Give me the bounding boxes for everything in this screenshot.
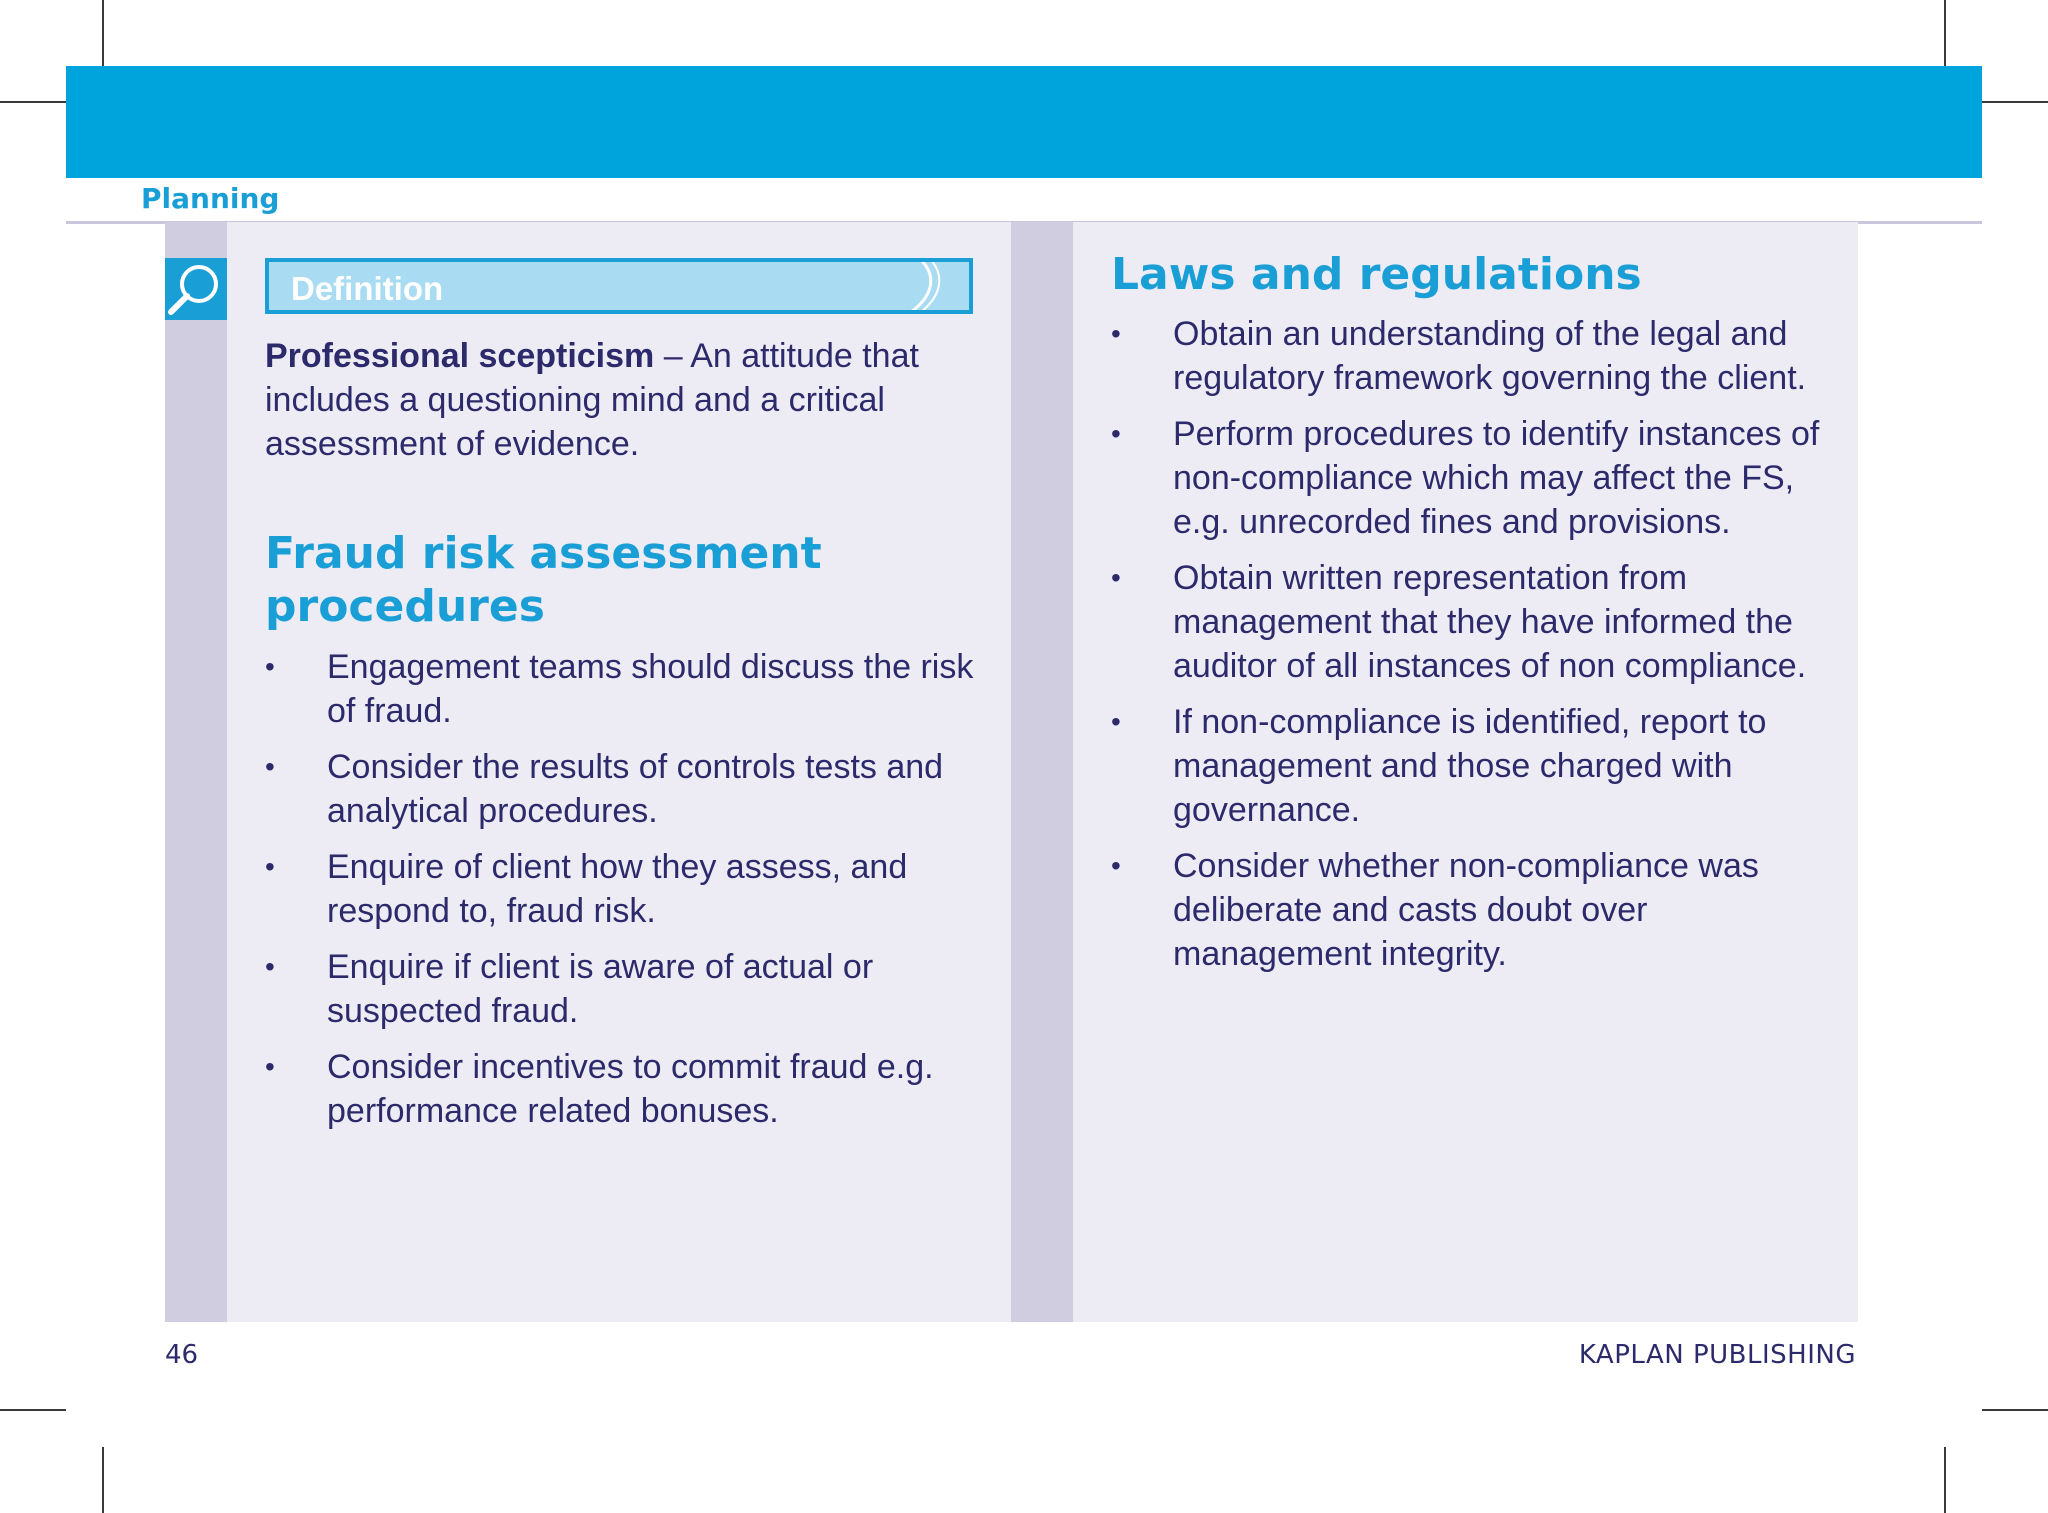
crop-mark	[0, 101, 66, 103]
right-column-bar	[1011, 222, 1073, 1322]
magnifier-icon	[165, 258, 227, 320]
bullet-icon: •	[265, 651, 275, 682]
crop-mark	[102, 1447, 104, 1513]
bullet-icon: •	[1111, 706, 1121, 737]
list-item: • Obtain an understanding of the legal and regulatory framework governing the client.	[1111, 312, 1836, 400]
definition-body: – An attitude that includes a questioning mind and a critical assessment of evidence.	[265, 337, 919, 463]
definition-term: Professional scepticism	[265, 337, 655, 375]
crop-mark	[102, 0, 104, 66]
bullet-icon: •	[1111, 850, 1121, 881]
list-item: • Perform procedures to identify instances of non-compliance which may affect the FS, e.g. unrecorded fines and provisions.	[1111, 412, 1836, 544]
fraud-list	[265, 645, 985, 1145]
list-item: • If non-compliance is identified, report to management and those charged with governance.	[1111, 700, 1836, 832]
list-item: • Consider whether non-compliance was deliberate and casts doubt over management integrity.	[1111, 844, 1836, 976]
list-item: • Enquire if client is aware of actual or suspected fraud.	[265, 945, 985, 1033]
crop-mark	[1944, 0, 1946, 66]
publisher-name: KAPLAN PUBLISHING	[1578, 1340, 1856, 1370]
laws-list	[1111, 312, 1836, 988]
header-band	[66, 66, 1982, 178]
bullet-icon: •	[1111, 562, 1121, 593]
definition-banner	[265, 258, 973, 314]
list-item: • Obtain written representation from management that they have informed the auditor of all instances of non compliance.	[1111, 556, 1836, 688]
list-item: • Enquire of client how they assess, and respond to, fraud risk.	[265, 845, 985, 933]
crop-mark	[0, 1409, 66, 1411]
bullet-icon: •	[265, 851, 275, 882]
swoosh-icon	[891, 262, 951, 310]
bullet-icon: •	[1111, 418, 1121, 449]
list-item: • Consider incentives to commit fraud e.g. performance related bonuses.	[265, 1045, 985, 1133]
bullet-icon: •	[265, 951, 275, 982]
crop-mark	[1982, 101, 2048, 103]
laws-section-title: Laws and regulations	[1111, 249, 1642, 300]
list-item: • Consider the results of controls tests and analytical procedures.	[265, 745, 985, 833]
fraud-section-title: Fraud risk assessment procedures	[265, 528, 822, 632]
bullet-icon: •	[265, 1051, 275, 1082]
page-number: 46	[165, 1340, 199, 1370]
definition-label: Definition	[291, 270, 444, 307]
running-head: Planning	[141, 182, 280, 215]
bullet-icon: •	[265, 751, 275, 782]
list-item: • Engagement teams should discuss the risk of fraud.	[265, 645, 985, 733]
definition-text	[265, 334, 985, 466]
bullet-icon: •	[1111, 318, 1121, 349]
crop-mark	[1982, 1409, 2048, 1411]
crop-mark	[1944, 1447, 1946, 1513]
left-column-bar	[165, 222, 227, 1322]
